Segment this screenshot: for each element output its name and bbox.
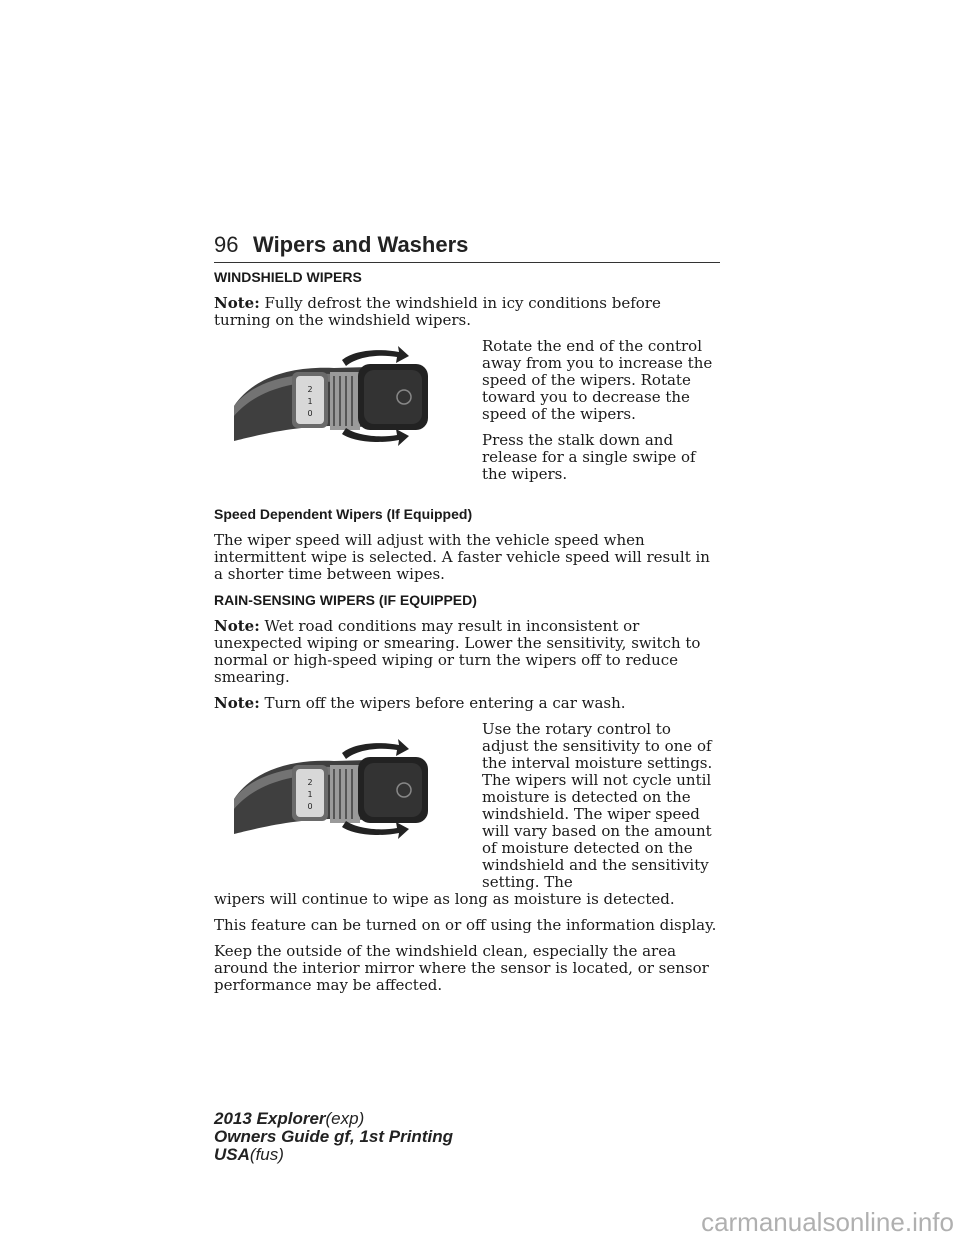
footer-guide: Owners Guide gf, 1st Printing <box>214 1127 453 1146</box>
rotary-sensitivity-text: Use the rotary control to adjust the sensitivity to one of the interval moisture settings. The wipers will not cycle until moisture is detected on the windshield. The wiper speed will vary based on the amount of moisture detected on the windshield and the sensitivity setting. The <box>482 721 713 891</box>
note-label: Note: <box>214 617 260 635</box>
rain-figure-row <box>214 721 722 891</box>
footer-model-code: (exp) <box>325 1109 365 1128</box>
footer-region-code: (fus) <box>249 1145 284 1164</box>
stalk-label-0: 0 <box>307 409 313 418</box>
note-defrost <box>214 295 722 329</box>
chapter-title: Wipers and Washers <box>253 232 469 257</box>
heading-speed-dependent: Speed Dependent Wipers (If Equipped) <box>214 506 473 522</box>
stalk-label-2: 2 <box>307 778 313 787</box>
footer-model: 2013 Explorer <box>214 1109 326 1128</box>
sensor-clean-text: Keep the outside of the windshield clean, especially the area around the interior mirror where the sensor is located, or sensor performance may be affected. <box>214 942 709 994</box>
speed-dependent-text: The wiper speed will adjust with the vehicle speed when intermittent wipe is selected. A faster vehicle speed will result in a shorter time between wipes. <box>214 531 710 583</box>
footer-line-region <box>214 1146 453 1164</box>
note-car-wash <box>214 695 722 712</box>
wiper-figure-row <box>214 338 722 492</box>
wiper-stalk-icon <box>234 739 464 839</box>
footer-line-model <box>214 1110 453 1128</box>
note-text: Wet road conditions may result in inconsistent or unexpected wiping or smearing. Lower the sensitivity, switch to normal or high-speed wiping or turn the wipers off to reduce smearing. <box>214 617 701 686</box>
note-label: Note: <box>214 294 260 312</box>
stalk-label-0: 0 <box>307 802 313 811</box>
stalk-label-1: 1 <box>307 790 313 799</box>
page-header <box>214 232 720 263</box>
info-display-text: This feature can be turned on or off using the information display. <box>214 916 717 934</box>
wiper-side-text <box>482 338 722 492</box>
footer-region: USA <box>214 1145 250 1164</box>
rain-continue-text: wipers will continue to wipe as long as moisture is detected. <box>214 890 675 908</box>
rain-side-text <box>482 721 722 891</box>
page-content <box>214 269 722 1003</box>
watermark: carmanualsonline.info <box>701 1207 954 1237</box>
stalk-label-1: 1 <box>307 397 313 406</box>
note-text: Turn off the wipers before entering a car wash. <box>264 694 626 712</box>
page-number: 96 <box>214 232 239 257</box>
heading-windshield-wipers: WINDSHIELD WIPERS <box>214 269 362 285</box>
wiper-stalk-illustration <box>234 346 464 446</box>
note-wet-road <box>214 618 722 686</box>
page-footer <box>214 1110 453 1164</box>
wiper-stalk-icon <box>234 346 464 446</box>
note-text: Fully defrost the windshield in icy conditions before turning on the windshield wipers. <box>214 294 661 329</box>
note-label: Note: <box>214 694 260 712</box>
stalk-label-2: 2 <box>307 385 313 394</box>
rain-stalk-illustration <box>234 739 464 839</box>
rotate-instructions: Rotate the end of the control away from you to increase the speed of the wipers. Rotate toward you to decrease the speed of the wipers. <box>482 338 713 423</box>
single-swipe-instructions: Press the stalk down and release for a single swipe of the wipers. <box>482 431 696 483</box>
heading-rain-sensing: RAIN-SENSING WIPERS (IF EQUIPPED) <box>214 592 477 608</box>
